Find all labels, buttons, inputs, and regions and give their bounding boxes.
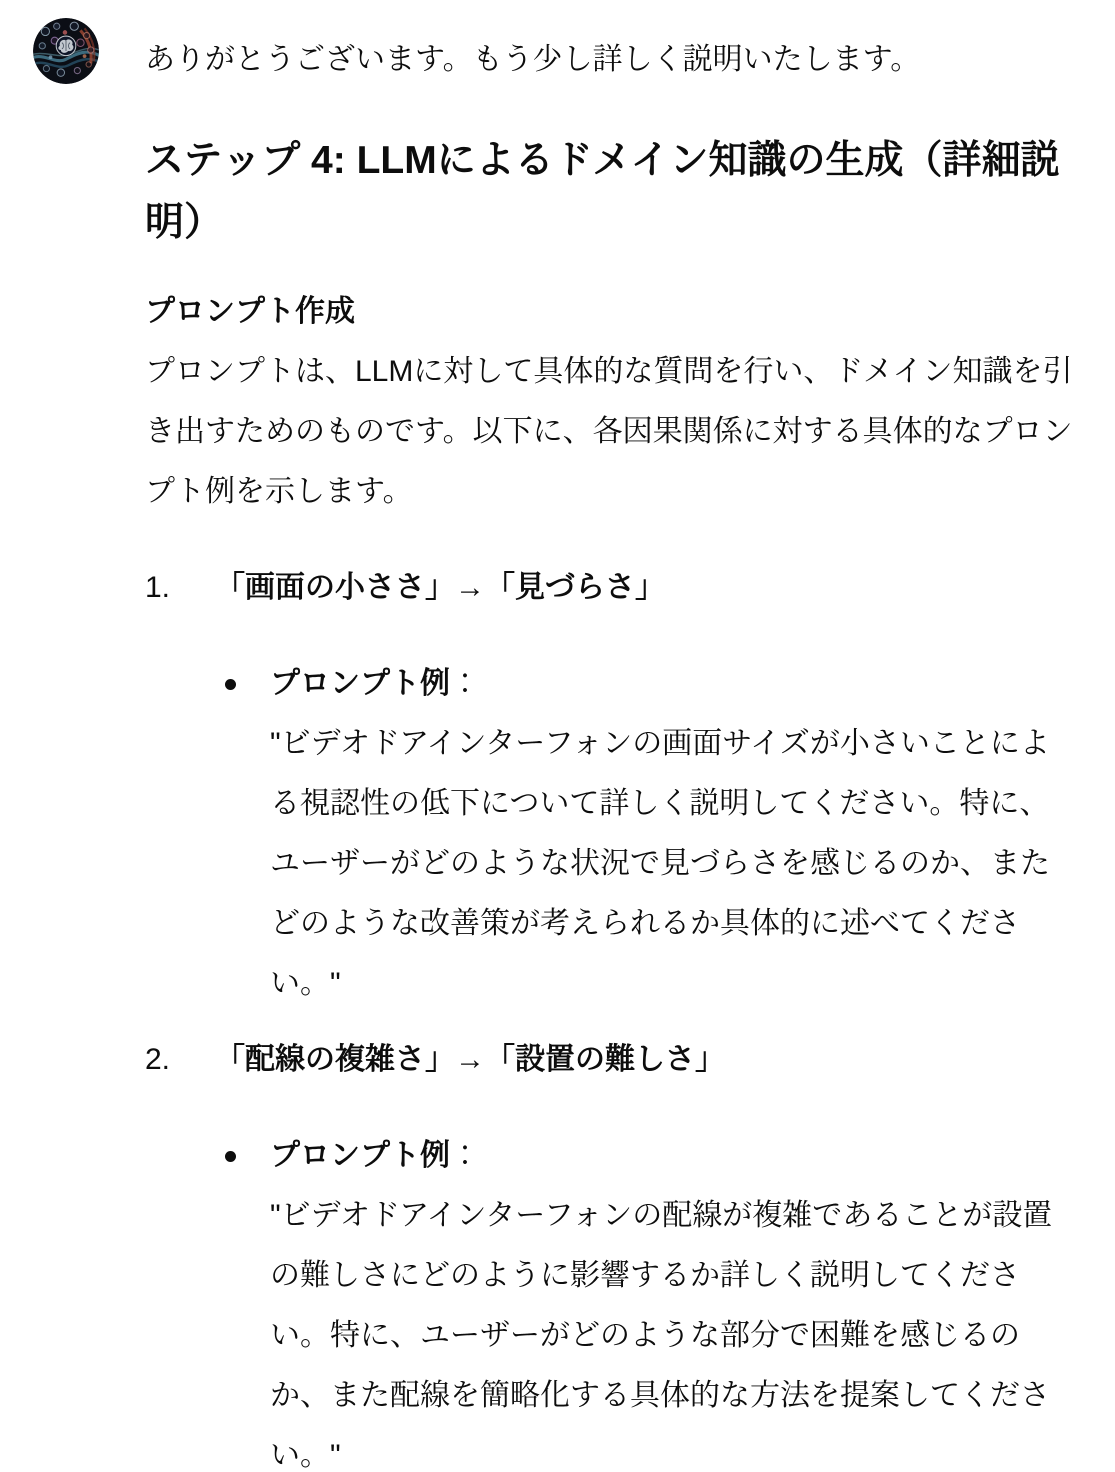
list-item bbox=[145, 1030, 1080, 1472]
prompt-example-text: "ビデオドアインターフォンの画面サイズが小さいことによる視認性の低下について詳しく説明してください。特に、ユーザーがどのような状況で見づらさを感じるのか、またどのような改善策が考えられるか具体的に述べてください。" bbox=[270, 727, 1050, 1000]
list-item bbox=[145, 558, 1080, 1014]
prompt-list bbox=[145, 558, 1080, 1472]
intro-text: ありがとうございます。もう少し詳しく説明いたします。 bbox=[145, 43, 921, 76]
sub-bullet-item bbox=[215, 1126, 1080, 1472]
list-item-title: 「画面の小ささ」→「見づらさ」 bbox=[215, 571, 665, 604]
prompt-example-colon: ： bbox=[450, 1139, 480, 1172]
subsection-heading: プロンプト作成 bbox=[145, 295, 355, 328]
brain-network-avatar-icon bbox=[33, 18, 99, 84]
bullet-content bbox=[270, 1126, 1080, 1472]
sub-bullet-item bbox=[215, 654, 1080, 1014]
section-heading: ステップ 4: LLMによるドメイン知識の生成（詳細説明） bbox=[145, 139, 1060, 244]
bullet-content bbox=[270, 654, 1080, 1014]
list-number: 2. bbox=[145, 1043, 171, 1076]
bullet-icon bbox=[225, 679, 236, 690]
list-item-title: 「配線の複雑さ」→「設置の難しさ」 bbox=[215, 1043, 725, 1076]
prompt-example-colon: ： bbox=[450, 667, 480, 700]
assistant-avatar bbox=[33, 18, 99, 84]
prompt-example-text: "ビデオドアインターフォンの配線が複雑であることが設置の難しさにどのように影響するか詳しく説明してください。特に、ユーザーがどのような部分で困難を感じるのか、また配線を簡略化する具体的な方法を提案してください。" bbox=[270, 1199, 1053, 1472]
body-paragraph: プロンプトは、LLMに対して具体的な質問を行い、ドメイン知識を引き出すためのものです。以下に、各因果関係に対する具体的なプロンプト例を示します。 bbox=[145, 355, 1073, 508]
prompt-example-label: プロンプト例 bbox=[270, 667, 450, 700]
message-content bbox=[145, 0, 1080, 1472]
bullet-icon bbox=[225, 1151, 236, 1162]
list-number: 1. bbox=[145, 571, 171, 604]
prompt-example-label: プロンプト例 bbox=[270, 1139, 450, 1172]
